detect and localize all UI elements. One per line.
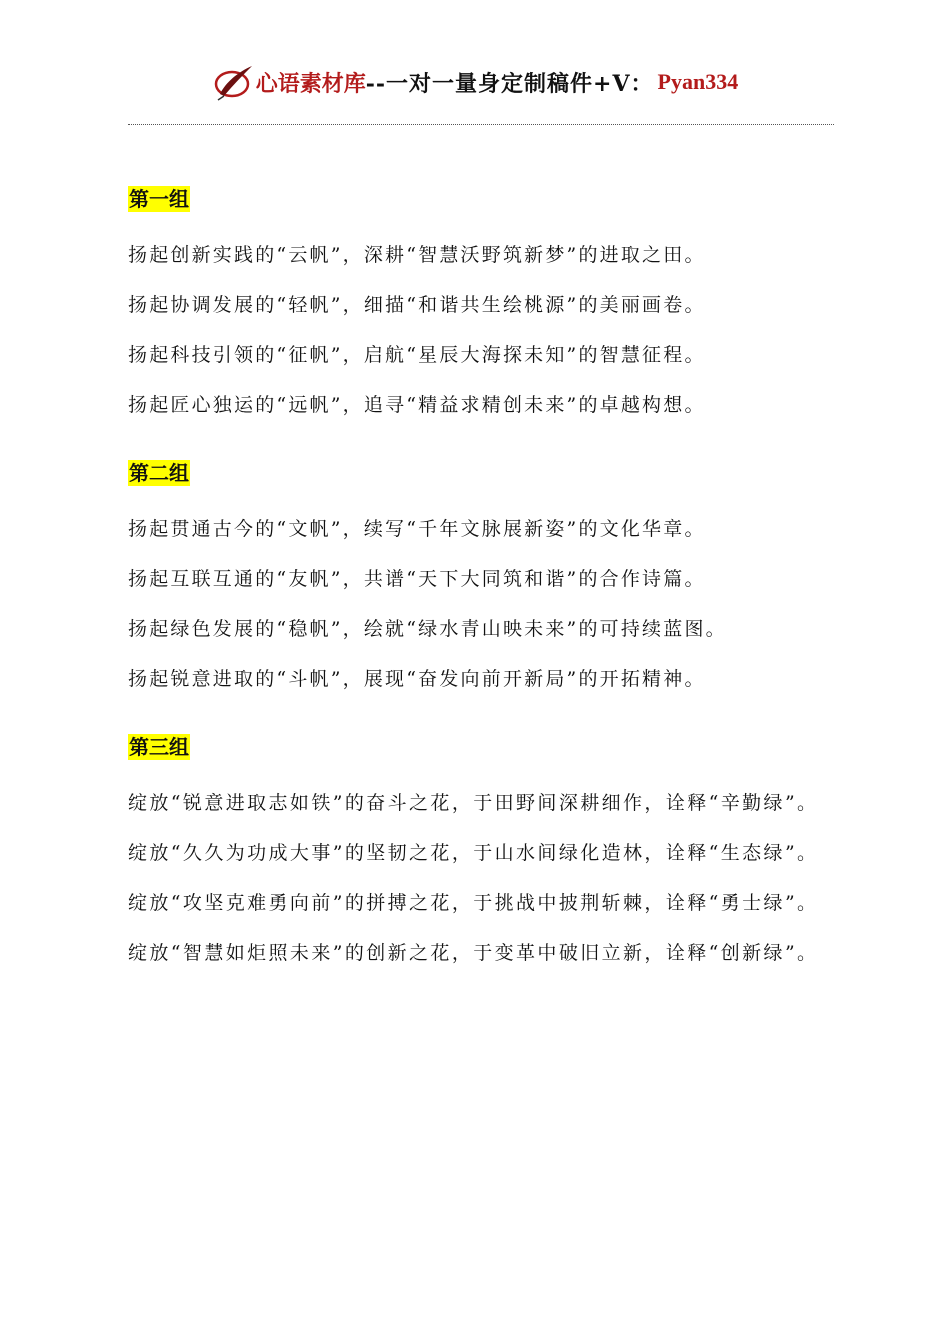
group-title: 第一组 <box>129 187 189 211</box>
group-section <box>128 734 828 978</box>
text-line: 扬起贯通古今的“文帆”，续写“千年文脉展新姿”的文化华章。 <box>128 518 706 540</box>
contact-id: Pyan334 <box>657 69 739 94</box>
text-line: 扬起互联互通的“友帆”，共谱“天下大同筑和谐”的合作诗篇。 <box>128 568 706 590</box>
group-section <box>128 460 727 704</box>
quill-logo-icon <box>212 62 254 102</box>
group-title: 第二组 <box>129 461 189 485</box>
text-paragraph: 绽放“智慧如炬照未来”的创新之花，于变革中破旧立新，诠释“创新绿”。 <box>128 942 819 964</box>
text-paragraph: 绽放“锐意进取志如铁”的奋斗之花，于田野间深耕细作，诠释“辛勤绿”。 <box>128 792 819 814</box>
header-divider <box>128 124 834 125</box>
text-line: 扬起匠心独运的“远帆”，追寻“精益求精创未来”的卓越构想。 <box>128 394 706 416</box>
text-line: 扬起协调发展的“轻帆”，细描“和谐共生绘桃源”的美丽画卷。 <box>128 294 706 316</box>
text-line: 扬起绿色发展的“稳帆”，绘就“绿水青山映未来”的可持续蓝图。 <box>128 618 727 640</box>
group-title: 第三组 <box>129 735 189 759</box>
text-line: 扬起科技引领的“征帆”，启航“星辰大海探未知”的智慧征程。 <box>128 344 706 366</box>
page-header <box>0 60 950 104</box>
text-line: 扬起锐意进取的“斗帆”，展现“奋发向前开新局”的开拓精神。 <box>128 668 706 690</box>
group-section <box>128 186 706 430</box>
header-tagline: --一对一量身定制稿件+V： <box>365 70 654 97</box>
text-line: 扬起创新实践的“云帆”，深耕“智慧沃野筑新梦”的进取之田。 <box>128 244 706 266</box>
text-paragraph: 绽放“攻坚克难勇向前”的拼搏之花，于挑战中披荆斩棘，诠释“勇士绿”。 <box>128 892 819 914</box>
text-paragraph: 绽放“久久为功成大事”的坚韧之花，于山水间绿化造林，诠释“生态绿”。 <box>128 842 819 864</box>
brand-name: 心语素材库 <box>255 70 366 97</box>
